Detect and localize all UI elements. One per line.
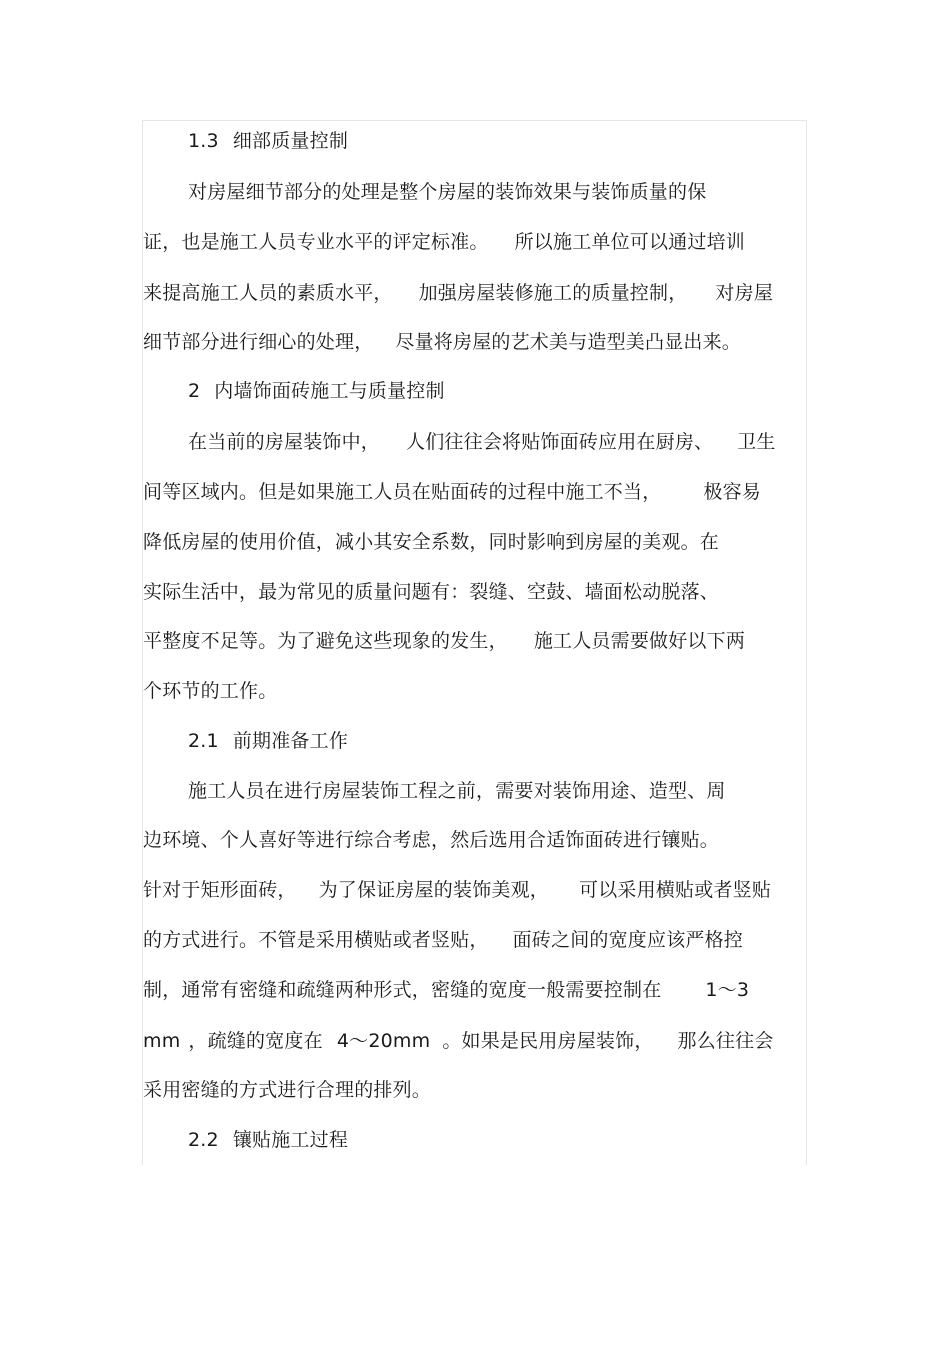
text-fragment: mm [143, 1030, 181, 1052]
section-heading [188, 1128, 348, 1152]
section-number: 2 [188, 380, 201, 402]
text-fragment: 采用密缝的方式进行合理的排列。 [143, 1079, 432, 1101]
text-line [188, 430, 776, 454]
text-line [143, 978, 749, 1002]
text-line [143, 281, 773, 305]
section-heading [188, 379, 445, 403]
text-fragment: 针对于矩形面砖， [143, 879, 297, 901]
section-number: 1.3 [188, 130, 219, 152]
section-title: 细部质量控制 [232, 130, 349, 152]
text-line [143, 679, 277, 703]
text-line [143, 530, 719, 554]
text-line [188, 779, 726, 803]
text-fragment: 1～3 [705, 979, 750, 1001]
text-fragment: 那么往往会 [677, 1030, 774, 1052]
text-line [143, 629, 745, 653]
text-fragment: 平整度不足等。为了避免这些现象的发生， [143, 630, 508, 652]
text-fragment: 极容易 [703, 481, 762, 503]
text-line [143, 1078, 431, 1102]
text-line [143, 928, 743, 952]
text-fragment: 来提高施工人员的素质水平， [143, 282, 393, 304]
text-fragment: 面砖之间的宽度应该严格控 [512, 929, 744, 951]
text-fragment: 加强房屋装修施工的质量控制， [418, 282, 688, 304]
text-line [143, 828, 719, 852]
text-fragment: 卫生 [737, 431, 776, 453]
text-fragment: 降低房屋的使用价值，减小其安全系数，同时影响到房屋的美观。在 [143, 531, 720, 553]
text-fragment: 对房屋 [715, 282, 774, 304]
text-line [143, 580, 719, 604]
text-line [143, 1029, 774, 1053]
text-fragment: 在当前的房屋装饰中， [188, 431, 381, 453]
text-fragment: 细节部分进行细心的处理， [143, 331, 374, 353]
section-heading [188, 729, 348, 753]
text-fragment: 对房屋细节部分的处理是整个房屋的装饰效果与装饰质量的保 [188, 181, 707, 203]
text-fragment: 个环节的工作。 [143, 680, 278, 702]
text-fragment: ，疏缝的宽度在 [188, 1030, 323, 1052]
section-heading [188, 129, 348, 153]
text-fragment: 4～20mm [336, 1030, 431, 1052]
text-fragment: 制，通常有密缝和疏缝两种形式，密缝的宽度一般需要控制在 [143, 979, 662, 1001]
text-fragment: 。如果是民用房屋装饰， [442, 1030, 654, 1052]
section-number: 2.1 [188, 730, 219, 752]
text-fragment: 的方式进行。不管是采用横贴或者竖贴， [143, 929, 489, 951]
text-fragment: 尽量将房屋的艺术美与造型美凸显出来。 [395, 331, 742, 353]
section-title: 前期准备工作 [232, 730, 349, 752]
section-number: 2.2 [188, 1129, 219, 1151]
text-fragment: 间等区域内。但是如果施工人员在贴面砖的过程中施工不当， [143, 481, 662, 503]
section-title: 内墙饰面砖施工与质量控制 [214, 380, 445, 402]
text-line [143, 480, 761, 504]
text-fragment: 可以采用横贴或者竖贴 [579, 879, 772, 901]
text-fragment: 人们往往会将贴饰面砖应用在厨房、 [406, 431, 714, 453]
text-line [143, 230, 745, 254]
text-line [143, 330, 741, 354]
section-title: 镶贴施工过程 [232, 1129, 349, 1151]
text-fragment: 施工人员在进行房屋装饰工程之前，需要对装饰用途、造型、周 [188, 780, 726, 802]
text-fragment: 所以施工单位可以通过培训 [514, 231, 746, 253]
text-fragment: 为了保证房屋的装饰美观， [318, 879, 550, 901]
text-line [188, 180, 706, 204]
text-fragment: 边环境、个人喜好等进行综合考虑，然后选用合适饰面砖进行镶贴。 [143, 829, 720, 851]
text-fragment: 实际生活中，最为常见的质量问题有：裂缝、空鼓、墙面松动脱落、 [143, 581, 720, 603]
text-fragment: 施工人员需要做好以下两 [533, 630, 746, 652]
text-fragment: 证，也是施工人员专业水平的评定标准。 [143, 231, 489, 253]
text-line [143, 878, 771, 902]
